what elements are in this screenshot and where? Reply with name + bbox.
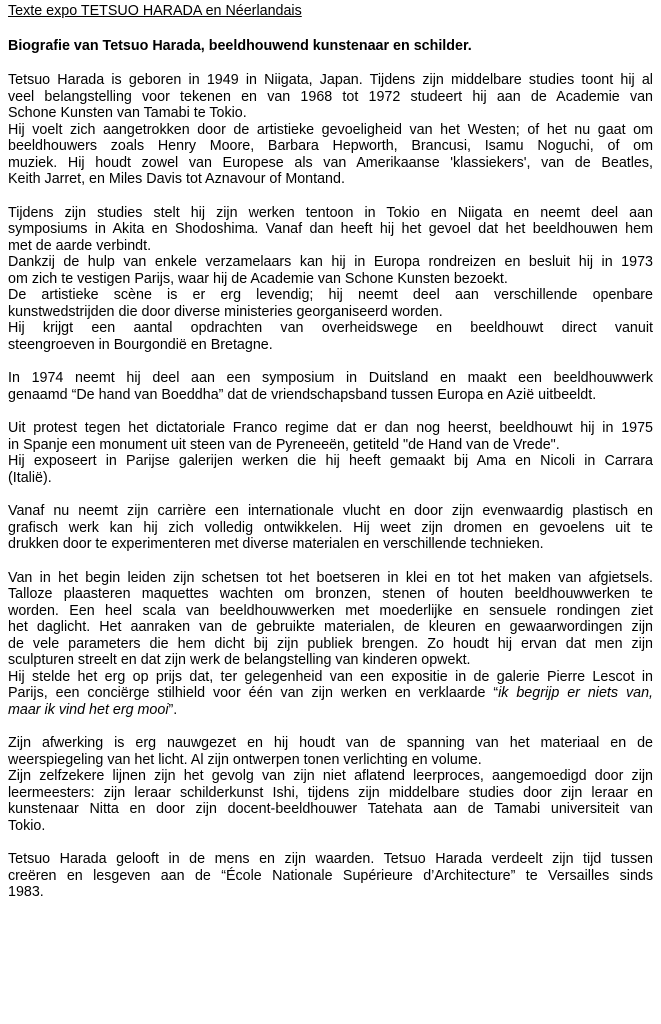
text-run: Hij stelde het erg op prijs dat, ter gelegenheid van een expositie in de galerie Pierre Lescot in xyxy=(8,668,653,685)
text-run: grafisch werk kan hij zich volledig ontwikkelen. Hij weet zijn dromen en gevoelens uit te xyxy=(8,519,653,536)
paragraph xyxy=(8,72,653,188)
text-line xyxy=(8,171,653,188)
text-line xyxy=(8,669,653,686)
text-line xyxy=(8,337,653,354)
text-run: Zijn zelfzekere lijnen zijn het gevolg van zijn niet aflatend leerproces, aangemoedigd door zijn xyxy=(8,768,653,784)
document-body xyxy=(8,72,653,901)
text-run: Schone Kunsten van Tamabi te Tokio. xyxy=(8,105,247,121)
text-run: met de aarde verbindt. xyxy=(8,237,152,254)
italic-quote: ik begrijp er niets van, xyxy=(498,685,653,701)
text-line xyxy=(8,652,653,669)
text-line xyxy=(8,868,653,885)
text-line xyxy=(8,320,653,337)
text-run: ”. xyxy=(168,701,178,718)
text-line xyxy=(8,636,653,653)
text-run: symposiums in Akita en Shodoshima. Vanaf dan heeft hij het gevoel dat het beeldhouwen hem xyxy=(8,221,653,237)
paragraph xyxy=(8,570,653,719)
text-run: Keith Jarret, en Miles Davis tot Aznavour of Montand. xyxy=(8,171,345,187)
text-run: veel belangstelling voor tekenen en van 1968 tot 1972 studeert hij aan de Academie van xyxy=(8,88,653,105)
text-run: de vele parameters die hem dicht bij zijn publiek brengen. Zo houdt hij ervan dat men zijn xyxy=(8,635,653,652)
text-line xyxy=(8,387,653,404)
text-line xyxy=(8,437,653,454)
text-line xyxy=(8,138,653,155)
paragraph xyxy=(8,370,653,403)
text-run: kunstwedstrijden die door diverse ministeries georganiseerd worden. xyxy=(8,303,443,320)
paragraph xyxy=(8,735,653,834)
paragraph xyxy=(8,503,653,553)
text-run: Zijn afwerking is erg nauwgezet en hij houdt van de spanning van het materiaal en de xyxy=(8,735,653,751)
text-run: beeldhouwers zoals Henry Moore, Barbara Hepworth, Brancusi, Isamu Noguchi, of om xyxy=(8,138,653,154)
text-line xyxy=(8,304,653,321)
text-run: het daglicht. Het aanraken van de gebruikte materialen, de kleuren en gewaarwordingen zijn xyxy=(8,619,653,635)
text-line xyxy=(8,818,653,835)
text-run: sculpturen streelt en dat zijn werk de belangstelling van kinderen opwekt. xyxy=(8,652,471,668)
paragraph xyxy=(8,851,653,901)
text-run: Tetsuo Harada is geboren in 1949 in Niigata, Japan. Tijdens zijn middelbare studies toont hij al xyxy=(8,72,653,88)
text-run: in Spanje een monument uit steen van de Pyreneeën, getiteld "de Hand van de Vrede". xyxy=(8,436,560,453)
text-run: leermeesters: zijn leraar schilderkunst Ishi, tijdens zijn middelbare studies door zijn leraar en xyxy=(8,784,653,801)
text-run: (Italië). xyxy=(8,469,52,486)
text-line xyxy=(8,619,653,636)
text-line xyxy=(8,586,653,603)
text-run: Tetsuo Harada gelooft in de mens en zijn waarden. Tetsuo Harada verdeelt zijn tijd tussen xyxy=(8,851,653,867)
text-line xyxy=(8,254,653,271)
text-run: Hij voelt zich aangetrokken door de artistieke gevoeligheid van het Westen; of het nu gaat om xyxy=(8,121,653,138)
text-line xyxy=(8,685,653,702)
text-run: Tokio. xyxy=(8,817,46,834)
text-run: 1983. xyxy=(8,884,44,900)
text-run: drukken door te experimenteren met diverse materialen en verschillende technieken. xyxy=(8,536,544,552)
text-line xyxy=(8,221,653,238)
text-run: Uit protest tegen het dictatoriale Franco regime dat er dan nog heerst, beeldhouwt hij in 1975 xyxy=(8,420,653,436)
text-line xyxy=(8,287,653,304)
text-run: Tijdens zijn studies stelt hij zijn werken tentoon in Tokio en Niigata en neemt deel aan xyxy=(8,204,653,221)
text-line xyxy=(8,735,653,752)
text-line xyxy=(8,503,653,520)
text-run: In 1974 neemt hij deel aan een symposium in Duitsland en maakt een beeldhouwwerk xyxy=(8,370,653,386)
text-line xyxy=(8,122,653,139)
text-line xyxy=(8,420,653,437)
text-line xyxy=(8,851,653,868)
text-run: Hij krijgt een aantal opdrachten van overheidswege en beeldhouwt direct vanuit xyxy=(8,320,653,336)
text-line xyxy=(8,155,653,172)
text-run: creëren en lesgeven aan de “École Nationale Supérieure d’Architecture” te Versailles sinds xyxy=(8,867,653,884)
text-line xyxy=(8,453,653,470)
text-run: genaamd “De hand van Boeddha” dat de vriendschapsband tussen Europa en Azië uitbeeldt. xyxy=(8,386,597,403)
text-line xyxy=(8,72,653,89)
text-run: weerspiegeling van het licht. Al zijn ontwerpen tonen verlichting en volume. xyxy=(8,751,482,768)
text-run: Parijs, een conciërge stilhield voor één van zijn werken en verklaarde “ xyxy=(8,685,499,701)
text-run: om zich te vestigen Parijs, waar hij de Academie van Schone Kunsten bezoekt. xyxy=(8,270,508,287)
text-run: Dankzij de hulp van enkele verzamelaars kan hij in Europa rondreizen en besluit hij in 1973 xyxy=(8,254,653,270)
text-line xyxy=(8,370,653,387)
text-run: steengroeven in Bourgondië en Bretagne. xyxy=(8,336,273,353)
text-line xyxy=(8,603,653,620)
text-line xyxy=(8,785,653,802)
text-run: Hij exposeert in Parijse galerijen werken die hij heeft gemaakt bij Ama en Nicoli in Carrara xyxy=(8,453,653,469)
document-header: Texte expo TETSUO HARADA en Néerlandais xyxy=(8,3,302,19)
paragraph xyxy=(8,205,653,354)
text-line xyxy=(8,768,653,785)
text-line xyxy=(8,752,653,769)
text-run: Vanaf nu neemt zijn carrière een internationale vlucht en door zijn evenwaardig plastisch en xyxy=(8,503,653,519)
text-run: Talloze plaasteren maquettes wachten om bronzen, stenen of houten beeldhouwwerken te xyxy=(8,586,653,602)
text-line xyxy=(8,271,653,288)
document-title: Biografie van Tetsuo Harada, beeldhouwend kunstenaar en schilder. xyxy=(8,38,472,54)
text-run: kunstenaar Nitta en door zijn docent-beeldhouwer Tatehata aan de Tamabi universiteit van xyxy=(8,801,653,817)
text-line xyxy=(8,105,653,122)
text-line xyxy=(8,238,653,255)
italic-quote: maar ik vind het erg mooi xyxy=(8,701,169,718)
text-line xyxy=(8,570,653,587)
text-line xyxy=(8,205,653,222)
text-line xyxy=(8,520,653,537)
text-run: De artistieke scène is er erg levendig; hij neemt deel aan verschillende openbare xyxy=(8,287,653,303)
text-line xyxy=(8,801,653,818)
paragraph xyxy=(8,420,653,486)
text-line xyxy=(8,536,653,553)
text-line xyxy=(8,470,653,487)
text-run: worden. Een heel scala van beeldhouwwerken met moederlijke en sensuele rondingen ziet xyxy=(8,602,653,619)
text-line xyxy=(8,702,653,719)
text-run: muziek. Hij houdt zowel van Europese als van Amerikaanse 'klassiekers', van de Beatles, xyxy=(8,154,653,171)
text-run: Van in het begin leiden zijn schetsen tot het boetseren in klei en tot het maken van afgietsels. xyxy=(8,569,653,586)
text-line xyxy=(8,89,653,106)
text-line xyxy=(8,884,653,901)
